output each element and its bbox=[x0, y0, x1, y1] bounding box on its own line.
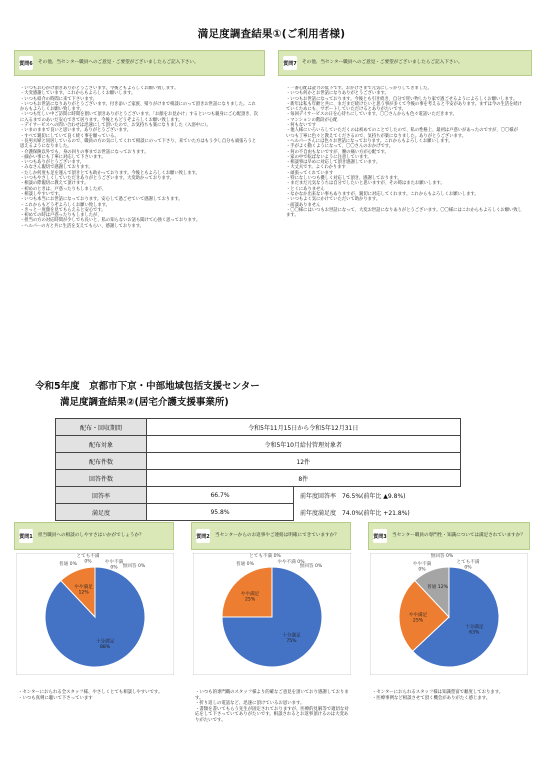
comment-item: ・介護保険以外でも、身の回りの事までお世話になっております。 bbox=[20, 149, 149, 155]
pie-label: とても不満 0% bbox=[249, 554, 281, 559]
comment-item: ・いつもお心がけ頂きありがとうございます。今後ともよろしくお願い致します。 bbox=[20, 86, 179, 91]
page-title: 満足度調査結果①(ご利用者様) bbox=[197, 28, 346, 40]
comments-right bbox=[286, 86, 522, 361]
comment-item: ・いつも紹介の時間に来て下さいます。 bbox=[20, 96, 97, 102]
pie-label: やや満足 25% bbox=[240, 592, 260, 603]
pie-label: 普通 0% bbox=[236, 562, 254, 567]
comment-item: ・デイサービスへの問い合わせは迅速にして頂いたので、お気持ちも楽になりました（入浴中に）。 bbox=[20, 123, 211, 129]
question-text: その他、当センター職員へのご意見・ご要望がございましたらご記入下さい。 bbox=[38, 60, 199, 65]
table-row bbox=[56, 504, 461, 521]
comments-left bbox=[20, 86, 258, 354]
comment-item: ・担当の方の対応時間が少しでも長いと、私の知らないお話も聞けて心強く思っております。 bbox=[20, 218, 201, 224]
comment-item: ・手がよく動くようになって、〇〇さんのおかげです。 bbox=[286, 144, 393, 150]
row-comparison: 前年度満足度 74.0%(前年比 +21.8%) bbox=[300, 509, 410, 517]
section-title: 令和5年度 京都市下京・中部地域包括支援センター bbox=[35, 381, 260, 392]
comment-item: ・〇〇様にはいつもお世話になって、大変お世話になりありがとうございます。〇〇様にはこれからもよろしくお願い致します。 bbox=[286, 207, 522, 219]
row-label: 配布件数 bbox=[56, 453, 147, 470]
row-label: 回答件数 bbox=[56, 470, 147, 487]
row-label: 回答率 bbox=[56, 487, 147, 504]
summary-table bbox=[55, 418, 461, 521]
comment-item: ・いつも本当にお世話になっております。安心して過ごせていて感謝しております。 bbox=[20, 197, 183, 203]
comment-item: ・すべて親切にしていて良く続く事を願っている。 bbox=[20, 133, 119, 139]
question-number: 質問7 bbox=[283, 56, 297, 70]
row-value: 8件 bbox=[147, 470, 461, 487]
pie-label: 無回答 0% bbox=[299, 564, 323, 569]
pie-label: とても不満 0% bbox=[456, 560, 480, 571]
row-value: 66.7% bbox=[147, 487, 294, 504]
comment-item: ・いつも何かとお世話になりありがとうございます。 bbox=[286, 91, 389, 97]
pie-label: やや不満 0% bbox=[104, 560, 124, 571]
comment-item: ・いまのままで良いと思います。ありがとうございます。 bbox=[20, 128, 132, 134]
question-text: 担当職員への相談のしやすさはいかがでしょうか？ bbox=[38, 533, 144, 538]
comment-item: ・いつもお世話になりありがとうございます。付き添いご家族、帰りがけまで相談にのって頂きお世話になりました。これからもよろしくお願い致します。 bbox=[20, 101, 256, 113]
comment-item: ・センターにおられる全スタッフ様、やさしくとても相談しやすいです。 bbox=[18, 690, 163, 695]
comment-item: ・一番心配は読力の低下です。おかげさまで元気にしっかりしてきました。 bbox=[286, 86, 432, 91]
comment-item: ・いつも真剣に聴いて下さっています bbox=[18, 695, 93, 701]
answers-question-2 bbox=[195, 690, 351, 724]
comment-item: ・みなさん親切で感謝しております。 bbox=[20, 165, 93, 171]
pie-chart-question-1 bbox=[16, 553, 174, 675]
comment-item: ・まだまだ元気なうちは自分でしたいと思いますが、その時はまたお願いします。 bbox=[286, 181, 445, 187]
pie-label: 無回答 0% bbox=[430, 554, 454, 559]
comment-item: ・頑張ってくれています bbox=[286, 170, 334, 176]
row-value: 令和5年11月15日から令和5年12月31日 bbox=[147, 419, 461, 436]
comment-item: ・とくにありません bbox=[286, 186, 325, 192]
pie-label: やや満足 12% bbox=[74, 585, 93, 596]
pie-label: 十分満足 75% bbox=[282, 633, 301, 644]
comment-item: ・新年は私も年齢と共に、まだまだ続けたいと思う事が多くて今後の事を考えると不安があります。まずは今の生活を続けていくためにも、サポートしていただけるとありがたいです。 bbox=[286, 101, 522, 113]
comment-item: ・センターにおられるスタッフ様は知識豊富で頼度しております。 bbox=[372, 690, 504, 695]
table-row bbox=[56, 453, 461, 470]
table-row bbox=[56, 470, 461, 487]
row-label: 配布対象 bbox=[56, 436, 147, 453]
comment-item: ・いつもよく気にかけていただいて助かります。 bbox=[286, 197, 381, 203]
pie-chart-question-2 bbox=[193, 553, 351, 675]
comment-item: ・大丈夫です。よくわかります bbox=[286, 165, 346, 171]
comment-item: ・面談ありません bbox=[286, 202, 321, 208]
answers-question-3 bbox=[372, 690, 530, 701]
question-text: 当センターからのお返事やご連絡は明確にできていますか？ bbox=[215, 533, 339, 538]
comment-item: ・いつもお世話になっております。今後とも引き続き、自分で買い物したり家で過ごせるようによろしくお願いします。 bbox=[286, 96, 518, 102]
comment-item: ・きっと一度顔を見てもらえると安心です。 bbox=[20, 207, 106, 213]
comment-item: ・初めての時は戸惑ったりもしましたが、 bbox=[20, 213, 102, 219]
row-label: 満足度 bbox=[56, 504, 147, 521]
question-text: 当センター職員の専門性・知識については満足されていますか？ bbox=[392, 533, 525, 538]
graph-question-2-box bbox=[191, 522, 351, 550]
pie-label: 無回答 0% bbox=[122, 564, 146, 569]
comment-item: ・いつも忙しい中ご訪問に時間を割いて頂きありがとうございます。「お顔をお見かけ」するといつも親身にご心配頂き、次に入るまでのあいだ安心できて居ります。今後ともどうぞよろしくお願い致します。 bbox=[20, 112, 258, 123]
question-6-box bbox=[14, 50, 265, 76]
comment-item: ・家の中で転ばないように注意しています。 bbox=[286, 154, 372, 160]
row-comparison: 前年度回答率 76.5%(前年比 ▲9.8%) bbox=[300, 492, 406, 500]
pie-label: やや不満 0% bbox=[277, 560, 305, 565]
pie-label: 普通 12% bbox=[427, 585, 449, 591]
question-text: その他、当センター職員へのご意見・ご要望がございましたらご記入下さい。 bbox=[302, 60, 463, 65]
comment-item: ・何もないです bbox=[286, 123, 317, 129]
question-number: 質問6 bbox=[19, 56, 33, 70]
comment-item: ・相談しやすいです。 bbox=[20, 191, 63, 197]
pie-label: 十分満足 63% bbox=[465, 624, 484, 636]
table-row bbox=[56, 487, 461, 504]
row-value: 12件 bbox=[147, 453, 461, 470]
question-number: 質問1 bbox=[19, 529, 33, 543]
comment-item: ・他人様にいろいろしていただくのは初めてのことでしたので、私の性格上、最初は戸惑いがあったのですが、〇〇様がいつも丁寧に色々と教えてくださるので、気持ちが楽になりました。ありがとうございます。 bbox=[286, 128, 518, 139]
comment-item: ・細かい事にも丁寧に対応して下さいます。 bbox=[20, 154, 106, 160]
answers-question-1 bbox=[18, 690, 173, 701]
comment-item: ・これからもどうぞよろしくお願い致します。 bbox=[20, 202, 110, 208]
comment-item: ・初めのときは、戸惑ったりもしましたが、 bbox=[20, 186, 106, 192]
comment-item: ・なかなか出来ない事もありますが、親切に対応してくれます。これからもよろしくお願いします。 bbox=[286, 191, 479, 197]
pie-label: 普通 0% bbox=[59, 562, 77, 567]
question-number: 質問2 bbox=[196, 529, 210, 543]
comment-item: ・いつも的専門職のスタッフ様より的確なご意見を頂いており感謝しております。 bbox=[195, 690, 349, 701]
pie-label: 十分満足 88% bbox=[95, 639, 115, 651]
comment-item: ・いつもやさしくしていただきありがとうございます。大変助かっております。 bbox=[20, 176, 174, 182]
question-7-box bbox=[278, 50, 532, 76]
comment-item: ・折り返しの電話など、迅速に頂けているお思います。 bbox=[195, 701, 305, 707]
comment-item: ・大変感謝しています。これからもよろしくお願いします。 bbox=[20, 91, 136, 97]
question-number: 質問3 bbox=[373, 529, 387, 543]
comment-item: ・医療事例など相談させて頂く機会がありがたく感じます。 bbox=[372, 695, 491, 701]
row-label: 配布・回収期間 bbox=[56, 419, 147, 436]
comment-item: ・相談事は早めに対応して頂き感謝しています。 bbox=[286, 160, 381, 166]
comment-item: ・マンションの階段が心配 bbox=[286, 117, 338, 123]
comment-item: ・特になしいつも優しく対応して頂き、感謝しております。 bbox=[286, 176, 402, 182]
comment-item: ・たしか何度も足を運んで頂きとても助かっております。今後ともよろしくお願い致します。 bbox=[20, 170, 200, 176]
row-value: 95.8% bbox=[147, 504, 294, 521]
pie-label: やや不満 0% bbox=[412, 562, 432, 573]
comment-item: ・書類を書いてもらう先生が固定されておりますが、医療的見解等で適切な対応をして下さっていてありがたいです。相談されるとお返事頂けるのは大変ありがたいです。 bbox=[195, 706, 349, 723]
table-row bbox=[56, 436, 461, 453]
comment-item: ・何の不自由もないですが、腰の痛い方が心配です。 bbox=[286, 149, 389, 155]
comment-item: ・いつもありがとうございます。 bbox=[20, 160, 85, 166]
comment-item: ・ヘルパーさんには色々お世話になっております。これからもよろしくお願いします。 bbox=[286, 138, 453, 144]
graph-question-3-box bbox=[368, 522, 530, 550]
pie-label: とても不満 0% bbox=[76, 554, 100, 565]
graph-question-1-box bbox=[14, 522, 174, 550]
section-subtitle: 満足度調査結果②(居宅介護支援事業所) bbox=[60, 397, 229, 408]
row-value: 令和5年10月給付管理対象者 bbox=[147, 436, 461, 453]
pie-label: やや満足 25% bbox=[408, 613, 428, 624]
comment-item: ・相談の際親切に教えて頂けます。 bbox=[20, 181, 89, 187]
pie-chart-question-3 bbox=[370, 553, 528, 675]
comment-item: ・ヘルパーの方と共に生活を支えてもらい、感謝しております。 bbox=[20, 223, 144, 229]
comment-item: ・毎回デイサービスの日を心待ちにしています。〇〇さんからも色々電話いただきます。 bbox=[286, 112, 457, 118]
table-row bbox=[56, 419, 461, 436]
comment-item: ・長男夫婦と同居しているので、職員の方の気にしてくれて相談にのって下さり、来ていた方はもう少し自分も頑張ろうと思えるようになりました。 bbox=[20, 138, 257, 150]
